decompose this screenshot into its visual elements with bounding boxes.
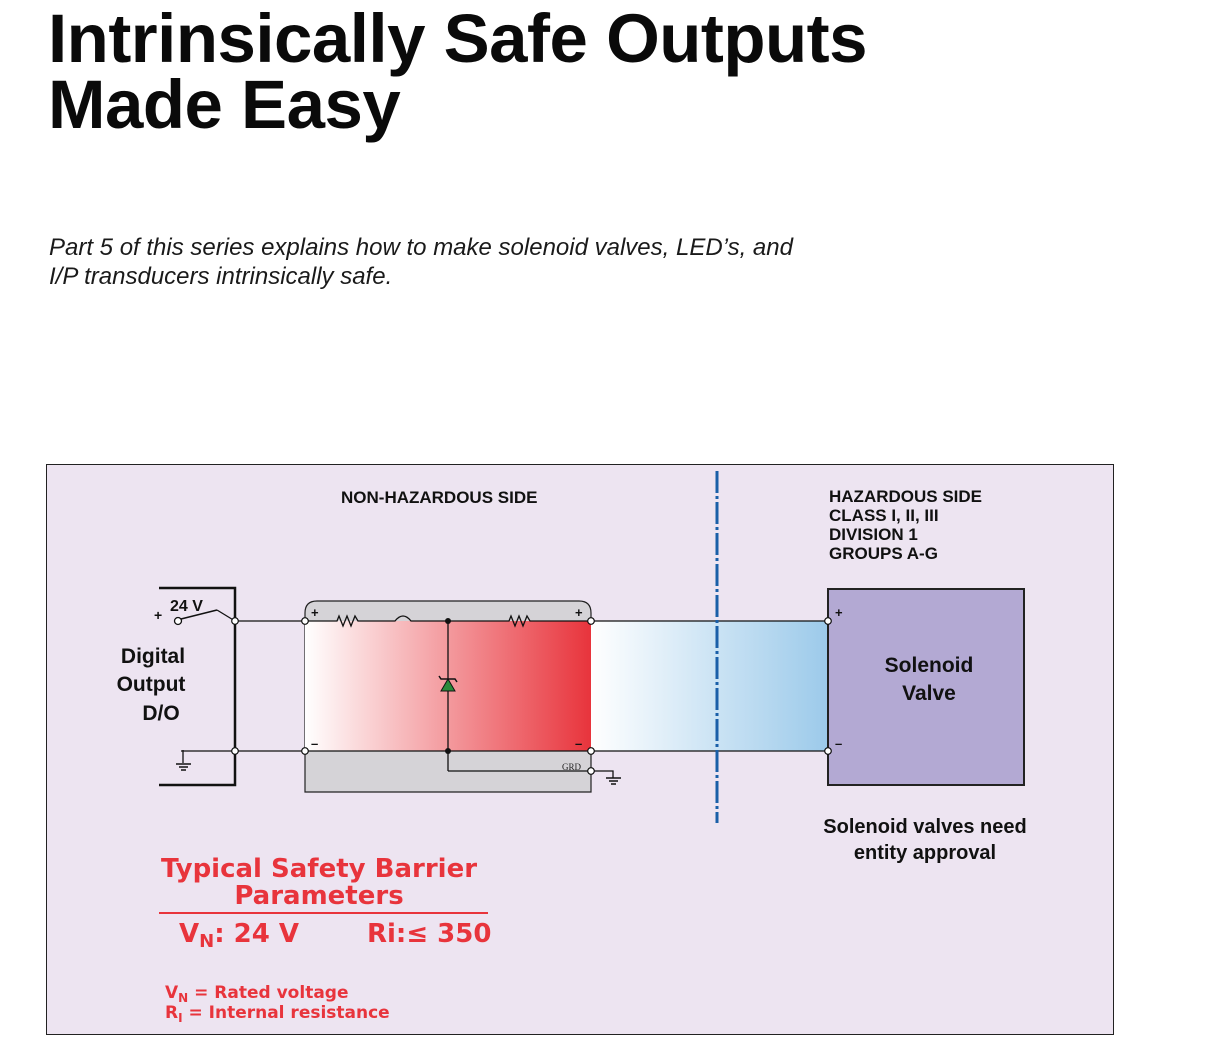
solenoid-valve [825, 589, 1024, 785]
digital-output-line-2: Output [116, 673, 186, 696]
solenoid-line-1: Solenoid [884, 654, 974, 677]
terminal [232, 618, 239, 625]
terminal [588, 618, 595, 625]
barrier-minus-left: – [311, 736, 319, 751]
digital-output-source [117, 588, 235, 785]
switch-contact [175, 618, 182, 625]
ground-label: GRD [562, 762, 582, 772]
terminal [302, 748, 309, 755]
solenoid-note-line-1: Solenoid valves need [823, 816, 1027, 838]
digital-output-line-1: Digital [120, 645, 186, 668]
barrier-plus-right: + [575, 605, 583, 620]
solenoid-plus-label: + [835, 605, 843, 620]
junction-top [445, 618, 451, 624]
terminal [588, 748, 595, 755]
solenoid-line-2: Valve [902, 682, 956, 705]
title-line-2: Made Easy [48, 66, 401, 143]
page-title [48, 0, 868, 143]
title-line-1: Intrinsically Safe Outputs [48, 0, 868, 77]
junction-bottom [445, 748, 451, 754]
parameters-title-line-1: Typical Safety Barrier [160, 854, 478, 884]
legend-internal-resistance: $R_I$ = Internal resistance [165, 1003, 390, 1025]
internal-resistance-value: Ri:≤ 350 [367, 919, 492, 949]
non-hazardous-label: NON-HAZARDOUS SIDE [341, 488, 538, 507]
barrier-parameters [159, 854, 491, 1025]
voltage-label: 24 V [170, 598, 203, 615]
terminal [232, 748, 239, 755]
subtitle [49, 233, 793, 291]
hazardous-line-2: CLASS I, II, III [829, 506, 939, 525]
hazardous-line-4: GROUPS A-G [829, 544, 938, 563]
barrier-plus-left: + [311, 605, 319, 620]
legend-rated-voltage: $V_N$ = Rated voltage [165, 983, 349, 1005]
terminal [825, 748, 832, 755]
subtitle-line-1: Part 5 of this series explains how to make solenoid valves, LED’s, and [49, 234, 793, 261]
safety-barrier [305, 601, 621, 792]
terminal [825, 618, 832, 625]
solenoid-note-line-2: entity approval [853, 842, 997, 864]
parameters-title-line-2: Parameters [234, 881, 404, 911]
digital-output-line-3: D/O [142, 702, 180, 725]
subtitle-line-2: I/P transducers intrinsically safe. [49, 263, 393, 290]
hazardous-line-3: DIVISION 1 [829, 525, 918, 544]
barrier-minus-right: – [575, 736, 583, 751]
hazardous-line-1: HAZARDOUS SIDE [829, 487, 983, 506]
terminal [302, 618, 309, 625]
circuit-diagram [46, 464, 1114, 1035]
barrier-ground-icon [606, 778, 621, 784]
source-plus-label: + [154, 607, 163, 623]
hazardous-side-label [829, 487, 982, 563]
rated-voltage-value: VN: 24 V [179, 919, 300, 952]
solenoid-minus-label: – [835, 736, 843, 751]
source-ground-icon [176, 751, 235, 770]
field-cable-fill [591, 621, 828, 751]
terminal [588, 768, 595, 775]
circuit-diagram-svg [47, 465, 1113, 1034]
